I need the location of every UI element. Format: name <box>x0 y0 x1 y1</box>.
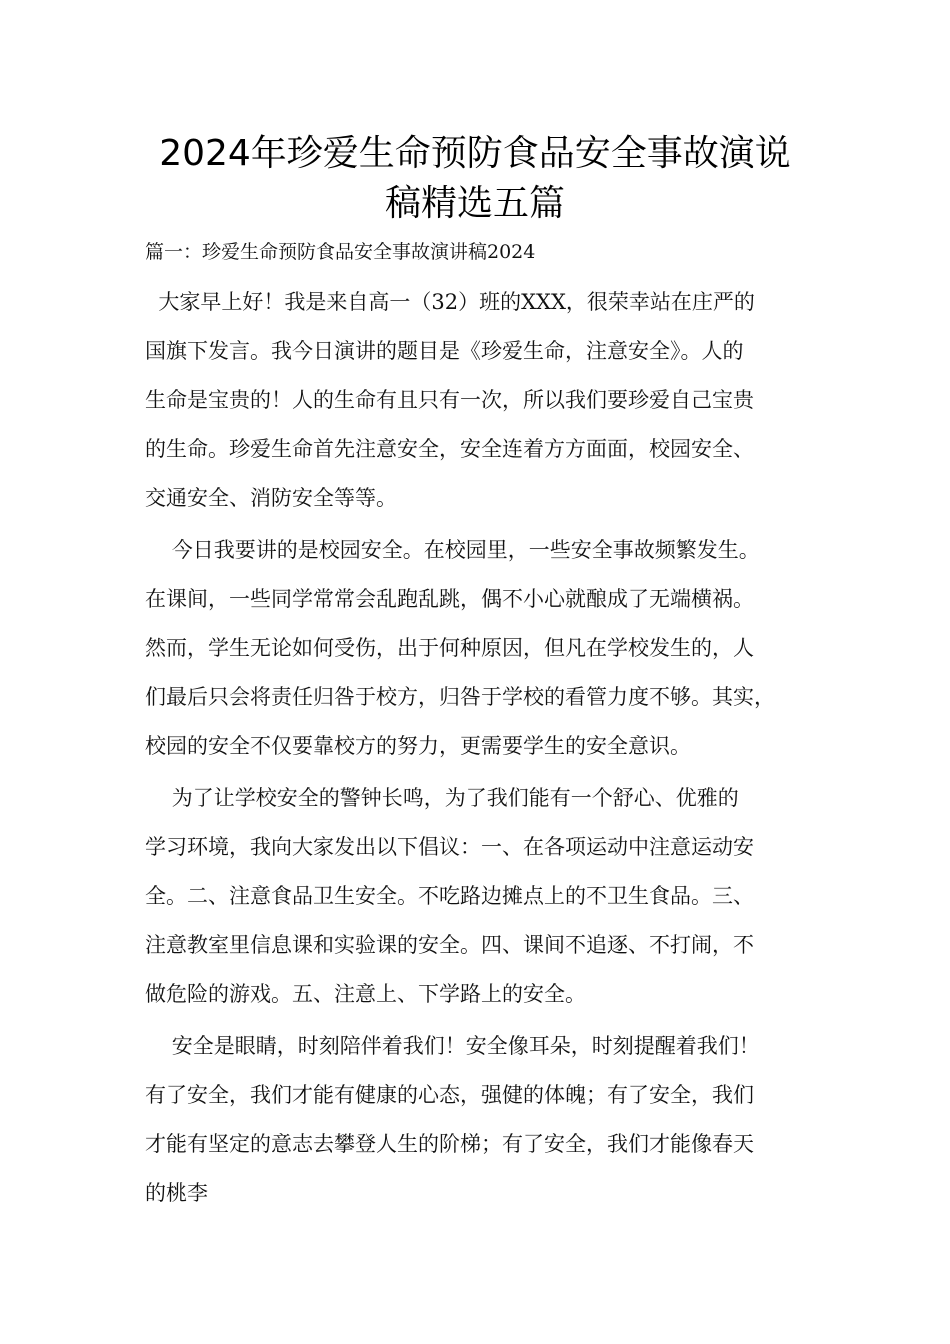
section-heading: 篇一：珍爱生命预防食品安全事故演讲稿2024 <box>145 241 536 263</box>
body-line: 有了安全，我们才能有健康的心态，强健的体魄；有了安全，我们 <box>145 1083 754 1107</box>
document-title-line-1: 2024年珍爱生命预防食品安全事故演说 <box>159 133 791 174</box>
body-line: 安全是眼睛，时刻陪伴着我们！安全像耳朵，时刻提醒着我们！ <box>145 1034 760 1058</box>
body-line: 的桃李 <box>145 1181 208 1205</box>
document-title-line-2: 稿精选五篇 <box>384 183 565 224</box>
body-line: 们最后只会将责任归咎于校方，归咎于学校的看管力度不够。其实， <box>145 685 775 709</box>
body-line: 然而，学生无论如何受伤，出于何种原因，但凡在学校发生的，人 <box>145 636 754 660</box>
body-line: 国旗下发言。我今日演讲的题目是《珍爱生命，注意安全》。人的 <box>145 339 744 363</box>
body-line: 在课间，一些同学常常会乱跑乱跳，偶不小心就酿成了无端横祸。 <box>145 587 754 611</box>
body-line: 校园的安全不仅要靠校方的努力，更需要学生的安全意识。 <box>145 734 691 758</box>
body-line: 做危险的游戏。五、注意上、下学路上的安全。 <box>145 982 586 1006</box>
body-line: 才能有坚定的意志去攀登人生的阶梯；有了安全，我们才能像春天 <box>145 1132 754 1156</box>
body-line: 交通安全、消防安全等等。 <box>145 486 397 510</box>
body-line: 大家早上好！我是来自高一（32）班的XXX，很荣幸站在庄严的 <box>145 290 755 314</box>
body-line: 生命是宝贵的！人的生命有且只有一次，所以我们要珍爱自己宝贵 <box>145 388 754 412</box>
body-line: 注意教室里信息课和实验课的安全。四、课间不追逐、不打闹，不 <box>145 933 754 957</box>
body-line: 的生命。珍爱生命首先注意安全，安全连着方方面面，校园安全、 <box>145 437 754 461</box>
body-line: 学习环境，我向大家发出以下倡议：一、在各项运动中注意运动安 <box>145 835 754 859</box>
body-line: 今日我要讲的是校园安全。在校园里，一些安全事故频繁发生。 <box>145 538 760 562</box>
body-line: 为了让学校安全的警钟长鸣，为了我们能有一个舒心、优雅的 <box>145 786 739 810</box>
body-line: 全。二、注意食品卫生安全。不吃路边摊点上的不卫生食品。三、 <box>145 884 754 908</box>
